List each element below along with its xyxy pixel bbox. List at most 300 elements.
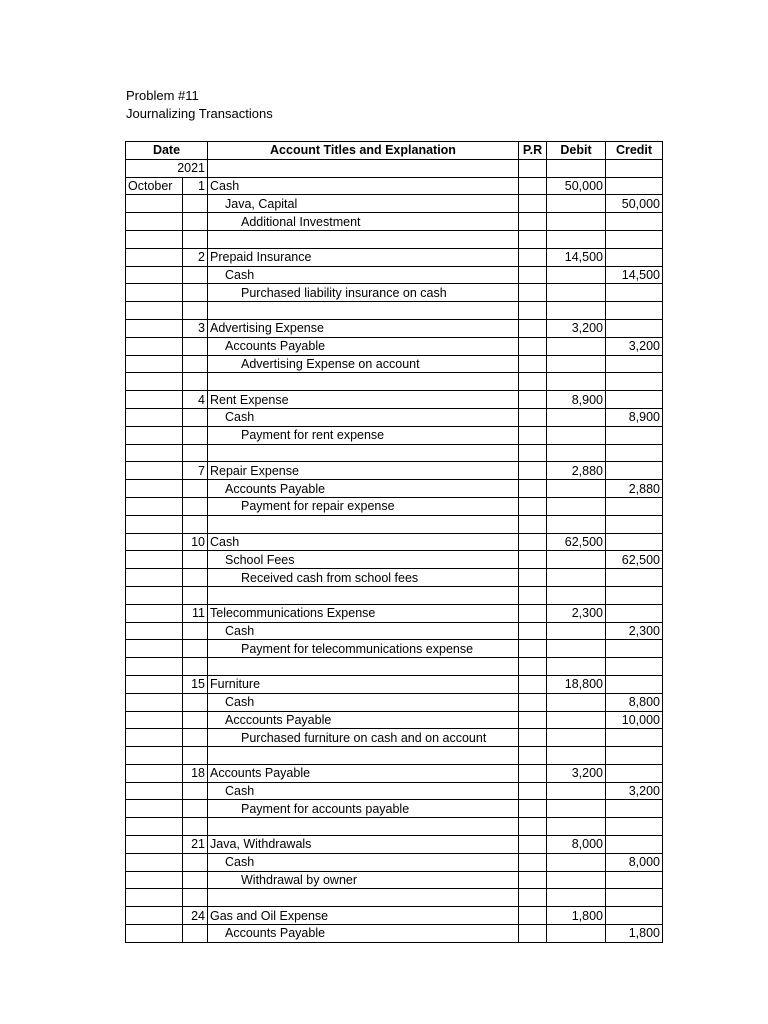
credit-cell: 62,500 — [606, 551, 663, 569]
debit-cell — [547, 693, 606, 711]
journal-row — [126, 302, 663, 320]
journal-row — [126, 604, 663, 622]
journal-table — [125, 141, 663, 943]
credit-cell: 2,300 — [606, 622, 663, 640]
month-cell — [126, 391, 183, 409]
month-cell — [126, 266, 183, 284]
pr-cell — [519, 818, 547, 836]
month-cell — [126, 658, 183, 676]
pr-cell — [519, 337, 547, 355]
journal-row — [126, 658, 663, 676]
debit-cell — [547, 515, 606, 533]
credit-cell — [606, 604, 663, 622]
debit-cell: 3,200 — [547, 319, 606, 337]
journal-row — [126, 480, 663, 498]
credit-cell — [606, 586, 663, 604]
pr-cell — [519, 426, 547, 444]
account-cell: Payment for repair expense — [208, 497, 519, 515]
month-cell — [126, 408, 183, 426]
journal-row — [126, 355, 663, 373]
credit-cell: 2,880 — [606, 480, 663, 498]
journal-row — [126, 853, 663, 871]
problem-title: Problem #11 — [126, 88, 199, 103]
month-cell — [126, 569, 183, 587]
pr-cell — [519, 853, 547, 871]
month-cell — [126, 533, 183, 551]
credit-cell — [606, 675, 663, 693]
month-cell — [126, 747, 183, 765]
debit-cell — [547, 853, 606, 871]
credit-cell: 1,800 — [606, 925, 663, 943]
debit-cell: 14,500 — [547, 248, 606, 266]
pr-cell — [519, 319, 547, 337]
pr-cell — [519, 622, 547, 640]
journal-row — [126, 230, 663, 248]
month-cell — [126, 729, 183, 747]
journal-row — [126, 729, 663, 747]
credit-cell — [606, 515, 663, 533]
month-cell — [126, 284, 183, 302]
journal-row — [126, 800, 663, 818]
journal-row — [126, 248, 663, 266]
month-cell — [126, 355, 183, 373]
month-cell — [126, 213, 183, 231]
pr-cell — [519, 569, 547, 587]
pr-cell — [519, 373, 547, 391]
credit-cell — [606, 177, 663, 195]
debit-cell — [547, 551, 606, 569]
account-cell: Cash — [208, 408, 519, 426]
account-cell: Purchased liability insurance on cash — [208, 284, 519, 302]
pr-cell — [519, 497, 547, 515]
day-cell: 15 — [183, 675, 208, 693]
day-cell — [183, 284, 208, 302]
pr-cell — [519, 355, 547, 373]
account-cell: Additional Investment — [208, 213, 519, 231]
journal-row — [126, 569, 663, 587]
credit-cell — [606, 302, 663, 320]
debit-cell — [547, 586, 606, 604]
pr-cell — [519, 284, 547, 302]
pr-cell — [519, 604, 547, 622]
pr-cell — [519, 480, 547, 498]
debit-cell: 2,300 — [547, 604, 606, 622]
day-cell — [183, 818, 208, 836]
month-cell — [126, 889, 183, 907]
debit-cell — [547, 569, 606, 587]
day-cell — [183, 302, 208, 320]
month-cell — [126, 497, 183, 515]
month-cell — [126, 871, 183, 889]
account-cell: Payment for rent expense — [208, 426, 519, 444]
journal-row — [126, 551, 663, 569]
debit-column-header: Debit — [547, 142, 606, 160]
journal-row — [126, 497, 663, 515]
problem-subtitle: Journalizing Transactions — [126, 106, 273, 121]
date-column-header: Date — [126, 142, 208, 160]
account-cell — [208, 444, 519, 462]
credit-cell: 8,900 — [606, 408, 663, 426]
journal-row — [126, 195, 663, 213]
day-cell — [183, 622, 208, 640]
month-cell — [126, 551, 183, 569]
account-cell: Cash — [208, 266, 519, 284]
account-cell — [208, 230, 519, 248]
day-cell: 24 — [183, 907, 208, 925]
day-cell — [183, 640, 208, 658]
debit-cell — [547, 284, 606, 302]
month-cell — [126, 462, 183, 480]
debit-cell — [547, 729, 606, 747]
pr-cell — [519, 444, 547, 462]
debit-cell — [547, 195, 606, 213]
month-cell — [126, 230, 183, 248]
account-cell: Received cash from school fees — [208, 569, 519, 587]
account-cell: Cash — [208, 853, 519, 871]
account-cell: Prepaid Insurance — [208, 248, 519, 266]
account-cell: Furniture — [208, 675, 519, 693]
day-cell — [183, 426, 208, 444]
credit-cell — [606, 764, 663, 782]
day-cell — [183, 782, 208, 800]
account-cell — [208, 373, 519, 391]
day-cell: 3 — [183, 319, 208, 337]
month-cell — [126, 907, 183, 925]
journal-row — [126, 426, 663, 444]
account-cell: Telecommunications Expense — [208, 604, 519, 622]
day-cell — [183, 693, 208, 711]
day-cell — [183, 889, 208, 907]
month-cell — [126, 693, 183, 711]
credit-cell — [606, 444, 663, 462]
account-cell — [208, 818, 519, 836]
debit-cell: 50,000 — [547, 177, 606, 195]
account-cell: Accounts Payable — [208, 337, 519, 355]
day-cell — [183, 230, 208, 248]
credit-cell: 10,000 — [606, 711, 663, 729]
account-cell: Cash — [208, 693, 519, 711]
journal-row — [126, 284, 663, 302]
day-cell — [183, 551, 208, 569]
day-cell — [183, 444, 208, 462]
debit-cell: 2,880 — [547, 462, 606, 480]
journal-row — [126, 871, 663, 889]
pr-cell — [519, 675, 547, 693]
month-cell — [126, 586, 183, 604]
journal-row — [126, 586, 663, 604]
pr-cell — [519, 729, 547, 747]
account-cell: Rent Expense — [208, 391, 519, 409]
pr-cell — [519, 889, 547, 907]
account-cell: Repair Expense — [208, 462, 519, 480]
pr-column-header: P.R — [519, 142, 547, 160]
credit-cell — [606, 391, 663, 409]
day-cell — [183, 711, 208, 729]
credit-cell — [606, 213, 663, 231]
account-cell: Cash — [208, 177, 519, 195]
day-cell: 10 — [183, 533, 208, 551]
debit-cell: 8,900 — [547, 391, 606, 409]
journal-row — [126, 836, 663, 854]
pr-cell — [519, 711, 547, 729]
month-cell — [126, 836, 183, 854]
month-cell — [126, 782, 183, 800]
year-row — [126, 159, 663, 177]
journal-row — [126, 319, 663, 337]
account-cell — [208, 889, 519, 907]
debit-cell — [547, 782, 606, 800]
account-column-header: Account Titles and Explanation — [208, 142, 519, 160]
pr-cell — [519, 871, 547, 889]
debit-cell — [547, 355, 606, 373]
debit-cell — [547, 711, 606, 729]
credit-column-header: Credit — [606, 142, 663, 160]
day-cell — [183, 408, 208, 426]
credit-cell — [606, 426, 663, 444]
account-cell: Cash — [208, 533, 519, 551]
journal-row — [126, 675, 663, 693]
credit-cell — [606, 462, 663, 480]
pr-cell — [519, 391, 547, 409]
account-cell — [208, 515, 519, 533]
credit-cell — [606, 640, 663, 658]
pr-cell — [519, 302, 547, 320]
debit-cell — [547, 658, 606, 676]
account-cell — [208, 658, 519, 676]
account-cell — [208, 159, 519, 177]
pr-cell — [519, 266, 547, 284]
month-cell — [126, 925, 183, 943]
account-cell: School Fees — [208, 551, 519, 569]
pr-cell — [519, 925, 547, 943]
credit-cell — [606, 658, 663, 676]
debit-cell — [547, 622, 606, 640]
month-cell — [126, 302, 183, 320]
pr-cell — [519, 747, 547, 765]
pr-cell — [519, 177, 547, 195]
journal-row — [126, 693, 663, 711]
journal-row — [126, 213, 663, 231]
day-cell — [183, 871, 208, 889]
credit-cell — [606, 284, 663, 302]
pr-cell — [519, 462, 547, 480]
month-cell — [126, 818, 183, 836]
journal-header-row — [126, 142, 663, 160]
account-cell: Gas and Oil Expense — [208, 907, 519, 925]
account-cell — [208, 302, 519, 320]
day-cell: 7 — [183, 462, 208, 480]
account-cell: Java, Capital — [208, 195, 519, 213]
account-cell: Cash — [208, 782, 519, 800]
debit-cell — [547, 266, 606, 284]
month-cell — [126, 853, 183, 871]
pr-cell — [519, 213, 547, 231]
debit-cell — [547, 747, 606, 765]
debit-cell — [547, 444, 606, 462]
account-cell: Payment for telecommunications expense — [208, 640, 519, 658]
credit-cell — [606, 159, 663, 177]
journal-row — [126, 640, 663, 658]
credit-cell: 8,000 — [606, 853, 663, 871]
day-cell — [183, 925, 208, 943]
month-cell — [126, 319, 183, 337]
month-cell — [126, 373, 183, 391]
journal-row — [126, 764, 663, 782]
pr-cell — [519, 640, 547, 658]
debit-cell — [547, 408, 606, 426]
journal-row — [126, 337, 663, 355]
pr-cell — [519, 248, 547, 266]
day-cell — [183, 515, 208, 533]
account-cell: Accounts Payable — [208, 925, 519, 943]
credit-cell — [606, 230, 663, 248]
day-cell: 21 — [183, 836, 208, 854]
debit-cell — [547, 640, 606, 658]
debit-cell: 18,800 — [547, 675, 606, 693]
credit-cell — [606, 747, 663, 765]
day-cell: 11 — [183, 604, 208, 622]
journal-row — [126, 818, 663, 836]
credit-cell — [606, 729, 663, 747]
journal-row — [126, 462, 663, 480]
pr-cell — [519, 195, 547, 213]
credit-cell — [606, 889, 663, 907]
day-cell — [183, 569, 208, 587]
pr-cell — [519, 836, 547, 854]
journal-row — [126, 747, 663, 765]
day-cell — [183, 266, 208, 284]
month-cell — [126, 337, 183, 355]
day-cell: 4 — [183, 391, 208, 409]
day-cell — [183, 853, 208, 871]
credit-cell — [606, 871, 663, 889]
debit-cell: 1,800 — [547, 907, 606, 925]
account-cell: Accounts Payable — [208, 480, 519, 498]
pr-cell — [519, 586, 547, 604]
credit-cell — [606, 373, 663, 391]
pr-cell — [519, 408, 547, 426]
account-cell — [208, 747, 519, 765]
credit-cell: 14,500 — [606, 266, 663, 284]
day-cell — [183, 373, 208, 391]
journal-row — [126, 907, 663, 925]
year-cell: 2021 — [126, 159, 208, 177]
debit-cell — [547, 337, 606, 355]
journal-row — [126, 622, 663, 640]
journal-row — [126, 711, 663, 729]
day-cell — [183, 480, 208, 498]
credit-cell — [606, 907, 663, 925]
day-cell — [183, 497, 208, 515]
debit-cell — [547, 426, 606, 444]
debit-cell — [547, 818, 606, 836]
month-cell — [126, 444, 183, 462]
debit-cell: 8,000 — [547, 836, 606, 854]
pr-cell — [519, 693, 547, 711]
credit-cell — [606, 355, 663, 373]
credit-cell — [606, 569, 663, 587]
credit-cell — [606, 836, 663, 854]
day-cell: 2 — [183, 248, 208, 266]
day-cell — [183, 337, 208, 355]
journal-row — [126, 373, 663, 391]
credit-cell — [606, 818, 663, 836]
day-cell — [183, 747, 208, 765]
month-cell — [126, 248, 183, 266]
day-cell — [183, 355, 208, 373]
debit-cell — [547, 889, 606, 907]
credit-cell: 3,200 — [606, 337, 663, 355]
debit-cell — [547, 871, 606, 889]
credit-cell: 3,200 — [606, 782, 663, 800]
month-cell — [126, 711, 183, 729]
pr-cell — [519, 515, 547, 533]
account-cell: Payment for accounts payable — [208, 800, 519, 818]
credit-cell — [606, 533, 663, 551]
account-cell: Java, Withdrawals — [208, 836, 519, 854]
month-cell — [126, 640, 183, 658]
pr-cell — [519, 230, 547, 248]
pr-cell — [519, 800, 547, 818]
month-cell — [126, 764, 183, 782]
credit-cell: 50,000 — [606, 195, 663, 213]
month-cell: October — [126, 177, 183, 195]
debit-cell — [547, 925, 606, 943]
account-cell: Withdrawal by owner — [208, 871, 519, 889]
pr-cell — [519, 782, 547, 800]
journal-row — [126, 782, 663, 800]
debit-cell — [547, 230, 606, 248]
credit-cell: 8,800 — [606, 693, 663, 711]
day-cell — [183, 729, 208, 747]
debit-cell — [547, 213, 606, 231]
debit-cell — [547, 800, 606, 818]
account-cell: Purchased furniture on cash and on account — [208, 729, 519, 747]
month-cell — [126, 604, 183, 622]
day-cell — [183, 213, 208, 231]
month-cell — [126, 800, 183, 818]
pr-cell — [519, 764, 547, 782]
journal-row — [126, 515, 663, 533]
journal-row — [126, 177, 663, 195]
debit-cell — [547, 159, 606, 177]
day-cell: 18 — [183, 764, 208, 782]
account-cell — [208, 586, 519, 604]
journal-row — [126, 889, 663, 907]
credit-cell — [606, 319, 663, 337]
pr-cell — [519, 907, 547, 925]
debit-cell: 62,500 — [547, 533, 606, 551]
debit-cell — [547, 302, 606, 320]
pr-cell — [519, 159, 547, 177]
day-cell — [183, 195, 208, 213]
debit-cell — [547, 480, 606, 498]
journal-row — [126, 533, 663, 551]
account-cell: Advertising Expense — [208, 319, 519, 337]
pr-cell — [519, 551, 547, 569]
journal-row — [126, 925, 663, 943]
month-cell — [126, 426, 183, 444]
debit-cell — [547, 373, 606, 391]
month-cell — [126, 515, 183, 533]
month-cell — [126, 480, 183, 498]
debit-cell — [547, 497, 606, 515]
journal-row — [126, 444, 663, 462]
day-cell — [183, 658, 208, 676]
pr-cell — [519, 533, 547, 551]
month-cell — [126, 195, 183, 213]
credit-cell — [606, 248, 663, 266]
